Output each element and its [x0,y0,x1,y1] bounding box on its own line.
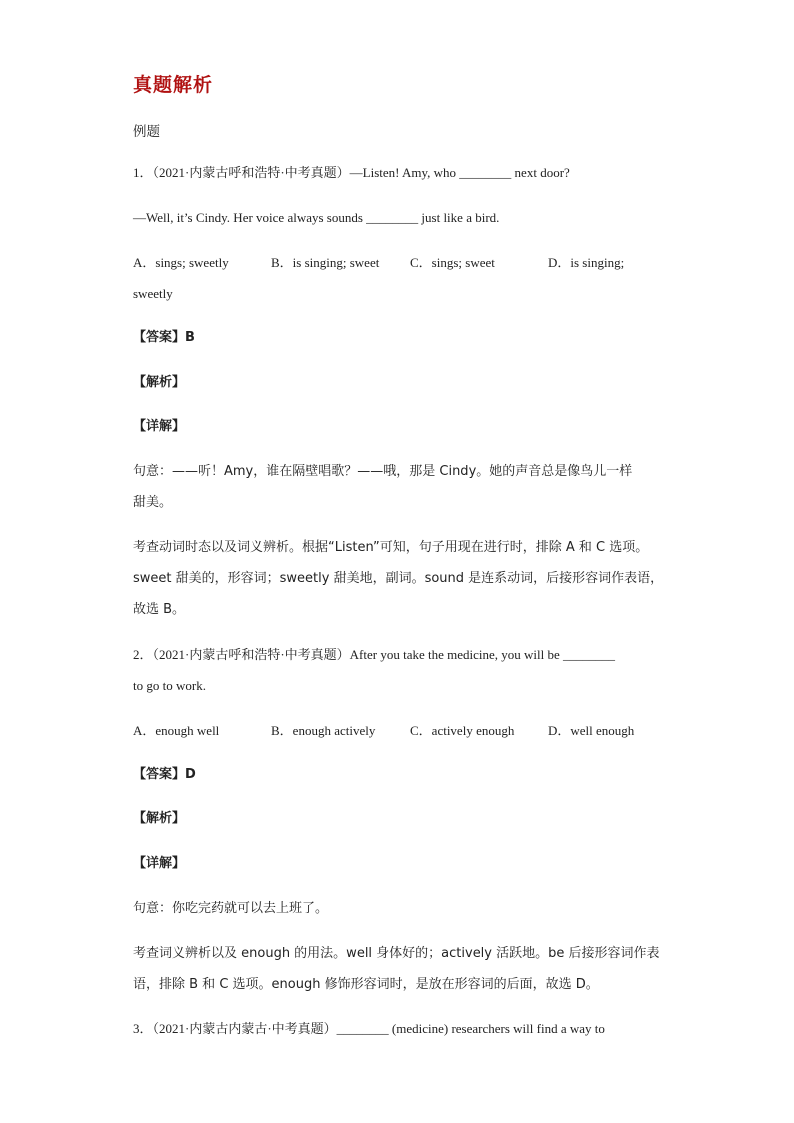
q3-stem: 3．（2021·内蒙古内蒙古·中考真题）________ (medicine) researchers will find a way to [133,1021,605,1036]
q1-option-c: C．sings; sweet [410,255,495,270]
q2-explanation-1: 考查词义辨析以及 enough 的用法。well 身体好的；actively 活跃地。be 后接形容词作表 [133,946,660,961]
q1-answer: 【答案】B [133,330,195,345]
q1-detail-label: 【详解】 [133,419,186,434]
q2-option-b: B．enough actively [271,723,376,738]
q1-explanation-2: sweet 甜美的，形容词；sweetly 甜美地，副词。sound 是连系动词，后接形容词作表语， [133,571,664,586]
q1-stem: 1．（2021·内蒙古呼和浩特·中考真题）—Listen! Amy, who ________ next door? [133,165,570,180]
q2-option-d: D．well enough [548,723,635,738]
q1-meaning: 句意：——听！Amy，谁在隔壁唱歌？——哦，那是 Cindy。她的声音总是像鸟儿一样 [133,464,633,479]
q2-option-a: A．enough well [133,723,220,738]
q2-analysis-label: 【解析】 [133,811,186,826]
q1-option-d-cont: sweetly [133,286,173,301]
q1-meaning-cont: 甜美。 [133,495,173,510]
q1-stem-cont: —Well, it’s Cindy. Her voice always sounds ________ just like a bird. [133,210,500,225]
q1-option-b: B．is singing; sweet [271,255,380,270]
q1-analysis-label: 【解析】 [133,375,186,390]
q2-options [0,722,794,740]
q2-meaning: 句意：你吃完药就可以去上班了。 [133,901,329,916]
q2-stem-cont: to go to work. [133,678,206,693]
q1-option-d: D．is singing; [548,255,625,270]
q2-explanation-2: 语，排除 B 和 C 选项。enough 修饰形容词时，是放在形容词的后面，故选 D。 [133,977,599,992]
q1-explanation-1: 考查动词时态以及词义辨析。根据“Listen”可知，句子用现在进行时，排除 A 和 C 选项。 [133,540,649,555]
q1-explanation-3: 故选 B。 [133,602,186,617]
q2-option-c: C．actively enough [410,723,515,738]
subheading: 例题 [133,124,160,140]
q1-options [0,254,794,272]
section-heading: 真题解析 [133,74,214,96]
q1-option-a: A．sings; sweetly [133,255,229,270]
q2-detail-label: 【详解】 [133,856,186,871]
q2-stem: 2．（2021·内蒙古呼和浩特·中考真题）After you take the medicine, you will be ________ [133,647,616,662]
q2-answer: 【答案】D [133,767,196,782]
